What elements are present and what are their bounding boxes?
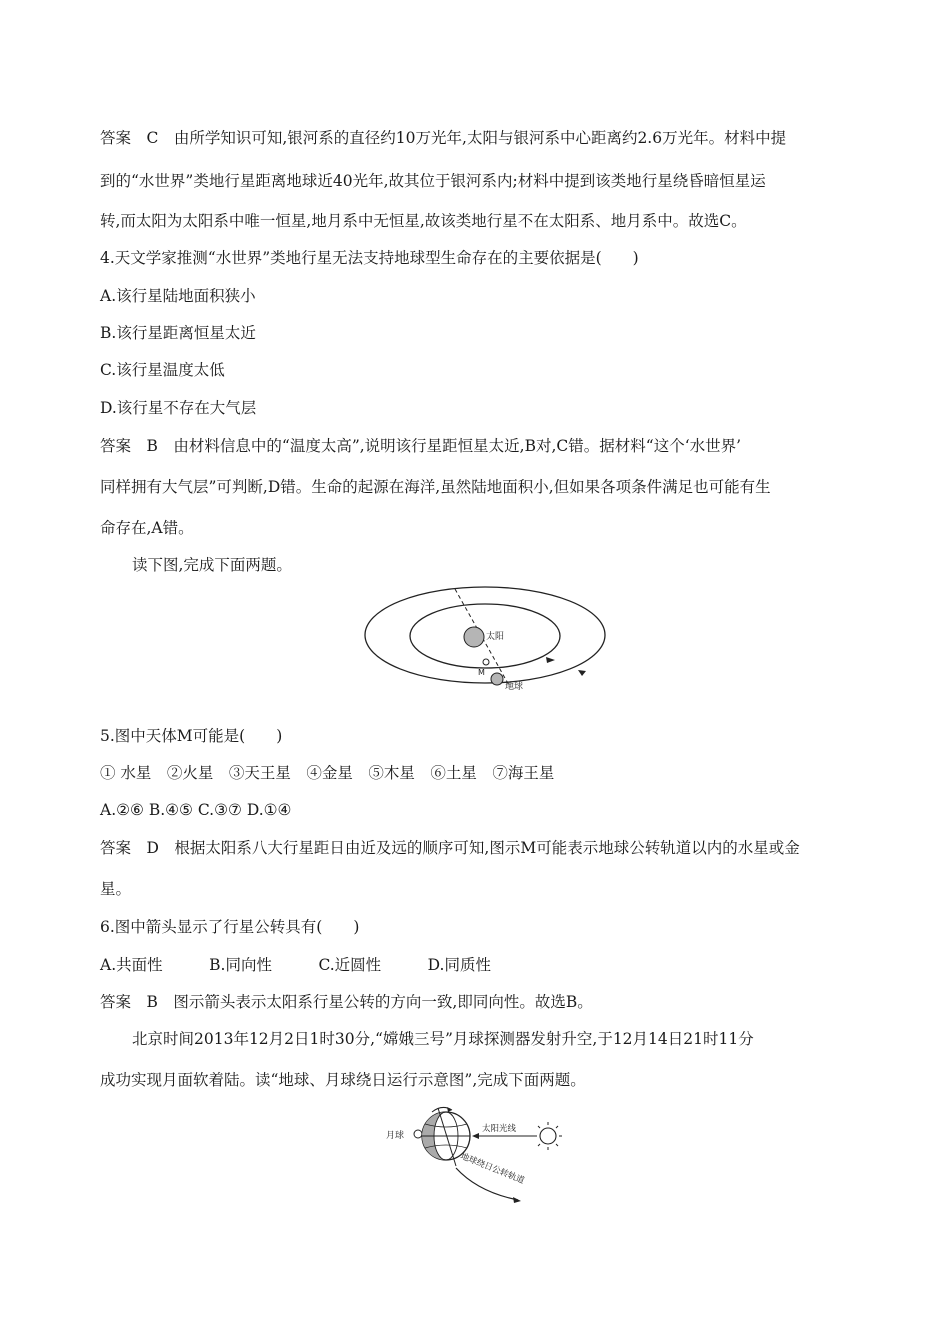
answer-4-line-2: 同样拥有大气层”可判断,D错。生命的起源在海洋,虽然陆地面积小,但如果各项条件满足也可能有生 (100, 478, 771, 496)
moon-circle (414, 1130, 422, 1138)
option-4d: D.该行星不存在大气层 (100, 399, 257, 417)
answer-3-line-2: 到的“水世界”类地行星距离地球近40光年,故其位于银河系内;材料中提到该类地行星绕昏暗恒星运 (100, 172, 766, 190)
passage-line-2: 成功实现月面软着陆。读“地球、月球绕日运行示意图”,完成下面两题。 (100, 1071, 586, 1089)
orbit-label: 地球绕日公转轨道 (458, 1151, 526, 1187)
question-5-options: A.②⑥ B.④⑤ C.③⑦ D.①④ (100, 801, 292, 819)
answer-3-line-3: 转,而太阳为太阳系中唯一恒星,地月系中无恒星,故该类地行星不在太阳系、地月系中。故选C。 (100, 212, 747, 230)
sun-circle (464, 627, 484, 647)
question-6-options: A.共面性 B.同向性 C.近圆性 D.同质性 (100, 956, 491, 974)
orbit-arrow (546, 657, 555, 663)
option-4c: C.该行星温度太低 (100, 361, 225, 379)
earth-label: 地球 (505, 682, 524, 692)
orbit-arc-arrowhead (513, 1197, 521, 1203)
sun-label: 太阳 (486, 632, 505, 642)
sun-icon (534, 1122, 562, 1150)
earth-moon-figure (378, 1100, 578, 1210)
solar-orbit-figure (360, 583, 610, 698)
question-5-items: ① 水星 ②火星 ③天王星 ④金星 ⑤木星 ⑥土星 ⑦海王星 (100, 764, 555, 782)
inner-orbit (410, 604, 560, 668)
moon-label: 月球 (386, 1131, 405, 1141)
answer-4-line-3: 命存在,A错。 (100, 519, 194, 537)
question-6: 6.图中箭头显示了行星公转具有( ) (100, 918, 360, 936)
m-label: M (478, 668, 485, 677)
option-4a: A.该行星陆地面积狭小 (100, 287, 256, 305)
question-5: 5.图中天体M可能是( ) (100, 727, 283, 745)
sunlight-arrowhead (472, 1133, 479, 1139)
m-planet (483, 659, 489, 665)
earth-circle (491, 673, 503, 685)
answer-4-line-1: 答案 B 由材料信息中的“温度太高”,说明该行星距恒星太近,B对,C错。据材料“这个‘水世界’ (100, 437, 742, 455)
answer-3-line-1: 答案 C 由所学知识可知,银河系的直径约10万光年,太阳与银河系中心距离约2.6万光年。材料中提 (100, 129, 787, 147)
answer-6: 答案 B 图示箭头表示太阳系行星公转的方向一致,即同向性。故选B。 (100, 993, 593, 1011)
figure-instruction: 读下图,完成下面两题。 (132, 556, 292, 574)
outer-orbit-arrow (578, 670, 586, 676)
passage-line-1: 北京时间2013年12月2日1时30分,“嫦娥三号”月球探测器发射升空,于12月14日21时11分 (132, 1030, 754, 1048)
sunlight-label: 太阳光线 (482, 1124, 517, 1134)
question-4: 4.天文学家推测“水世界”类地行星无法支持地球型生命存在的主要依据是( ) (100, 249, 639, 267)
answer-5-line-2: 星。 (100, 880, 132, 898)
answer-5-line-1: 答案 D 根据太阳系八大行星距日由近及远的顺序可知,图示M可能表示地球公转轨道以内的水星或金 (100, 839, 800, 857)
option-4b: B.该行星距离恒星太近 (100, 324, 256, 342)
